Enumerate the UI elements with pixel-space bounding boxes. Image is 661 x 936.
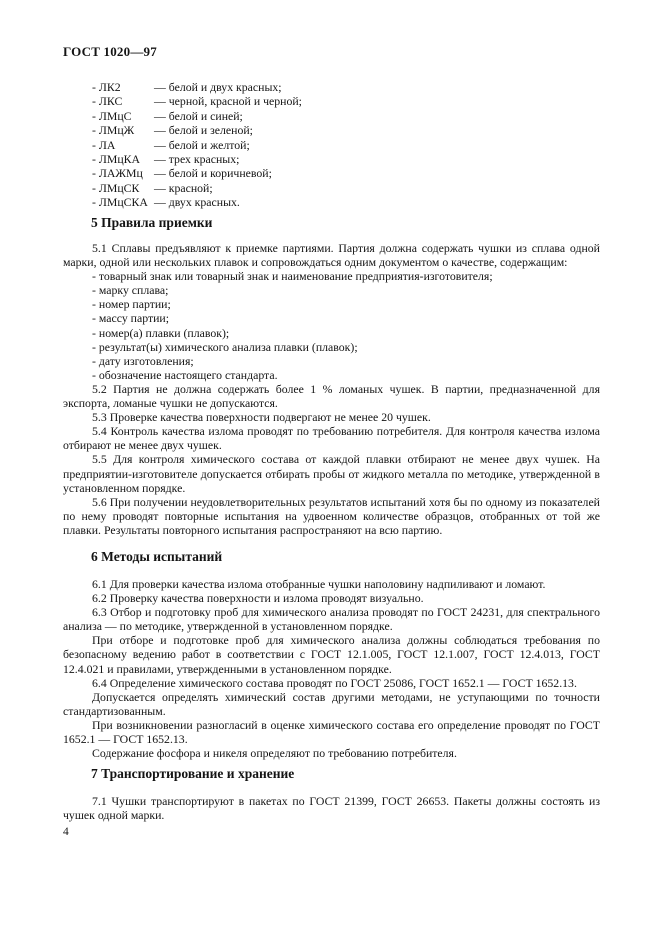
list-item: - дату изготовления;	[92, 353, 194, 368]
page-number: 4	[63, 826, 69, 838]
grade-colors: — белой и двух красных;	[154, 80, 282, 94]
grade-row	[92, 109, 302, 123]
paragraph-5-4: 5.4 Контроль качества излома проводят по требованию потребителя. Для контроля качества излома отбирают не менее двух чушек.	[63, 424, 600, 453]
document-header: ГОСТ 1020—97	[63, 44, 157, 59]
grade-colors: — черной, красной и черной;	[154, 94, 302, 109]
paragraph-5-2: 5.2 Партия не должна содержать более 1 % ломаных чушек. В партии, предназначенной для экспорта, ломаные чушки не допускаются.	[63, 381, 600, 411]
grade-name: - ЛК2	[92, 80, 121, 94]
list-item: - массу партии;	[92, 311, 170, 326]
grade-row	[92, 138, 302, 152]
section-5-heading: 5 Правила приемки	[91, 215, 213, 230]
section-5-body	[63, 241, 600, 537]
paragraph-6-4-alt-methods: Допускается определять химический состав другими методами, не уступающими по точности стандартизованным.	[63, 689, 600, 718]
paragraph-6-3: 6.3 Отбор и подготовку проб для химического анализа проводят по ГОСТ 24231, для спектрального анализа — по методике, утвержденной в установленном порядке.	[63, 605, 600, 634]
grade-name: - ЛМцКА	[92, 151, 141, 166]
grade-row	[92, 195, 302, 209]
list-item: - марку сплава;	[92, 283, 169, 298]
section-6-body	[63, 577, 600, 760]
paragraph-6-4: 6.4 Определение химического состава проводят по ГОСТ 25086, ГОСТ 1652.1 — ГОСТ 1652.13.	[92, 675, 577, 690]
list-item: - обозначение настоящего стандарта.	[92, 367, 278, 382]
grade-colors: — белой и желтой;	[154, 137, 250, 152]
section-7-body	[63, 794, 600, 822]
grade-row	[92, 166, 302, 180]
section-6-heading: 6 Методы испытаний	[91, 549, 223, 564]
grade-colors: — белой и зеленой;	[154, 123, 253, 138]
paragraph-6-3-safety: При отборе и подготовке проб для химического анализа должны соблюдаться требования по безопасному ведению работ в соответствии с ГОСТ 12.1.005, ГОСТ 12.1.007, ГОСТ 12.4.013, ГОСТ 12.4.021 и правилами, утвержденными в установленном порядке.	[63, 633, 600, 676]
list-item: - результат(ы) химического анализа плавки (плавок);	[92, 339, 358, 354]
grade-name: - ЛМцСК	[92, 180, 140, 195]
list-item: - товарный знак или товарный знак и наименование предприятия-изготовителя;	[92, 269, 493, 284]
paragraph-6-4-phosphorus: Содержание фосфора и никеля определяют по требованию потребителя.	[92, 746, 457, 761]
paragraph-6-1: 6.1 Для проверки качества излома отобранные чушки наполовину надпиливают и ломают.	[92, 577, 546, 591]
paragraph-6-2: 6.2 Проверку качества поверхности и излома проводят визуально.	[92, 591, 424, 606]
paragraph-5-5: 5.5 Для контроля химического состава от каждой плавки отбирают не менее двух чушек. На предприятии-изготовителе допускается отбирать пробы от жидкого металла по методике, утвержденной в установленном порядке.	[63, 452, 600, 495]
grade-colors: — белой и коричневой;	[154, 166, 272, 181]
grade-name: - ЛМцСКА	[92, 195, 148, 210]
grade-row	[92, 181, 302, 195]
grade-row	[92, 152, 302, 166]
grade-colors: — белой и синей;	[154, 108, 243, 123]
grade-row	[92, 80, 302, 94]
grade-name: - ЛМцС	[92, 108, 132, 123]
grade-colors: — красной;	[154, 180, 213, 195]
grade-name: - ЛКС	[92, 94, 123, 109]
grade-colors: — двух красных.	[154, 195, 240, 210]
grade-name: - ЛМцЖ	[92, 123, 135, 138]
grade-name: - ЛАЖМц	[92, 166, 143, 181]
paragraph-6-4-disputes: При возникновении разногласий в оценке химического состава его определение проводят по ГОСТ 1652.1 — ГОСТ 1652.13.	[63, 717, 600, 747]
section-7-heading: 7 Транспортирование и хранение	[91, 766, 295, 781]
paragraph-5-6: 5.6 При получении неудовлетворительных результатов испытаний хотя бы по одному из показателей по нему проводят повторные испытания на удвоенном количестве образцов, отобранных от той же плавки. Результаты повторного испытания распространяют на всю партию.	[63, 494, 600, 537]
list-item: - номер партии;	[92, 297, 171, 312]
paragraph-7-1: 7.1 Чушки транспортируют в пакетах по ГОСТ 21399, ГОСТ 26653. Пакеты должны состоять из чушек одной марки.	[63, 794, 600, 823]
grade-row	[92, 123, 302, 137]
paragraph-5-1: 5.1 Сплавы предъявляют к приемке партиями. Партия должна содержать чушки из сплава одной марки, одной или нескольких плавок и сопровождаться одним документом о качестве, содержащим:	[63, 241, 600, 270]
grade-row	[92, 94, 302, 108]
grade-name: - ЛА	[92, 137, 116, 152]
paragraph-5-3: 5.3 Проверке качества поверхности подвергают не менее 20 чушек.	[92, 410, 431, 425]
list-item: - номер(а) плавки (плавок);	[92, 325, 230, 340]
grade-colors: — трех красных;	[154, 151, 240, 166]
grade-color-list	[92, 80, 302, 210]
